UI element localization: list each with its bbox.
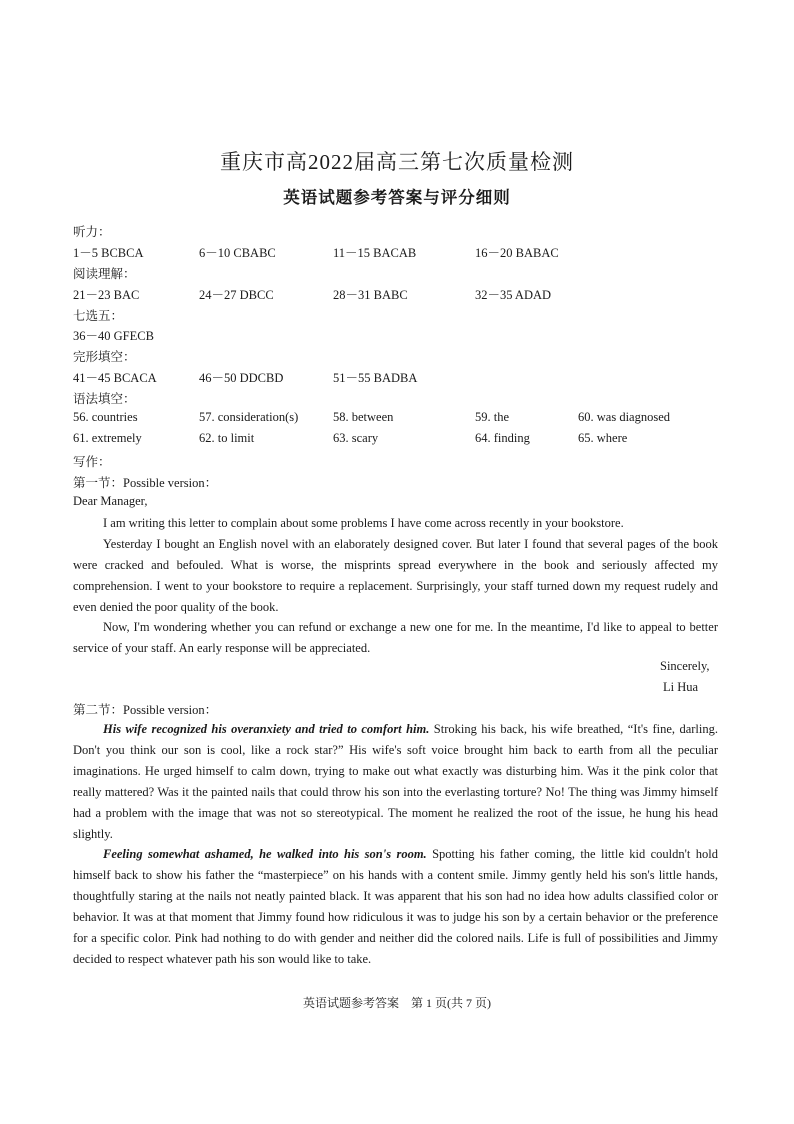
letter-salutation: Dear Manager, <box>73 494 148 508</box>
answer-group: 16－20 BABAC <box>475 246 559 260</box>
writing-label: 写作： <box>73 455 111 469</box>
story-body: Spotting his father coming, the little kid couldn't hold himself back to show his father the “masterpiece” on his hands with a content smile. Jimmy gently held his son's little hands, thoughtfully staring at the nails not neatly painted black. It was apparent that his son had no idea how adults classified color or behavior. It was at that moment that Jimmy found how ridiculous it was to judge his son by a certain behavior or the preference for a specific color. Pink had nothing to do with gender and neither did the colored nails. Life is full of possibilities and Jimmy decided to respect whatever path his son would like to take. <box>73 847 718 966</box>
letter-paragraph: Yesterday I bought an English novel with an elaborately designed cover. But later I found that several pages of the book were cracked and befouled. What is worse, the misprints spread everywhere in the book and seriously affected my comprehension. I went to your bookstore to require a replacement. Surprisingly, your staff turned down my request rudely and even denied the poor quality of the book. <box>73 537 718 614</box>
grammar-answer: 60. was diagnosed <box>578 410 670 424</box>
grammar-answer: 57. consideration(s) <box>199 410 299 424</box>
story-paragraph-1 <box>73 719 718 844</box>
page-footer: 英语试题参考答案 第 1 页(共 7 页) <box>303 996 491 1010</box>
reading-label: 阅读理解： <box>73 267 136 281</box>
answer-group: 11－15 BACAB <box>333 246 417 260</box>
seven-choose-five-label: 七选五： <box>73 309 124 323</box>
answer-group: 51－55 BADBA <box>333 371 418 385</box>
answer-group: 1－5 BCBCA <box>73 246 144 260</box>
grammar-label: 语法填空： <box>73 392 136 406</box>
grammar-answer: 62. to limit <box>199 431 255 445</box>
document-title: 重庆市高2022届高三第七次质量检测 <box>220 150 574 174</box>
answer-group: 41－45 BCACA <box>73 371 157 385</box>
letter-closing: Sincerely, <box>660 659 710 673</box>
listening-label: 听力： <box>73 225 111 239</box>
letter-signature: Li Hua <box>663 680 699 694</box>
grammar-answer: 64. finding <box>475 431 530 445</box>
grammar-answer: 59. the <box>475 410 510 424</box>
answer-group: 21－23 BAC <box>73 288 140 302</box>
grammar-answer: 56. countries <box>73 410 138 424</box>
letter-paragraph: Now, I'm wondering whether you can refund or exchange a new one for me. In the meantime, I'd like to appeal to better service of your staff. An early response will be appreciated. <box>73 620 718 655</box>
answer-group: 32－35 ADAD <box>475 288 552 302</box>
grammar-answer: 65. where <box>578 431 628 445</box>
answer-group: 28－31 BABC <box>333 288 408 302</box>
grammar-answer: 58. between <box>333 410 394 424</box>
story-lead-sentence: His wife recognized his overanxiety and tried to comfort him. <box>103 722 430 736</box>
grammar-answer: 63. scary <box>333 431 379 445</box>
cloze-label: 完形填空： <box>73 350 136 364</box>
answer-group: 36－40 GFECB <box>73 329 154 343</box>
story-lead-sentence: Feeling somewhat ashamed, he walked into his son's room. <box>103 847 427 861</box>
section1-label: 第一节：Possible version： <box>73 476 218 490</box>
answer-group: 24－27 DBCC <box>199 288 274 302</box>
story-body: Stroking his back, his wife breathed, “It's fine, darling. Don't you think our son is cool, like a rock star?” His wife's soft voice brought him back to earth from all the peculiar imaginations. He urged himself to calm down, trying to make out what exactly was disturbing him. Was it the pink color that really mattered? Was it the painted nails that could throw his son into the everlasting torture? No! The thing was Jimmy himself had a problem with the image that was not so stereotypical. The moment he realized the root of the issue, he hung his head slightly. <box>73 722 719 841</box>
answer-group: 46－50 DDCBD <box>199 371 284 385</box>
grammar-answer: 61. extremely <box>73 431 142 445</box>
section2-label: 第二节：Possible version： <box>73 703 218 717</box>
answer-group: 6－10 CBABC <box>199 246 276 260</box>
document-subtitle: 英语试题参考答案与评分细则 <box>283 188 511 207</box>
letter-paragraph: I am writing this letter to complain about some problems I have come across recently in your bookstore. <box>103 516 624 530</box>
story-paragraph-2 <box>73 844 718 969</box>
